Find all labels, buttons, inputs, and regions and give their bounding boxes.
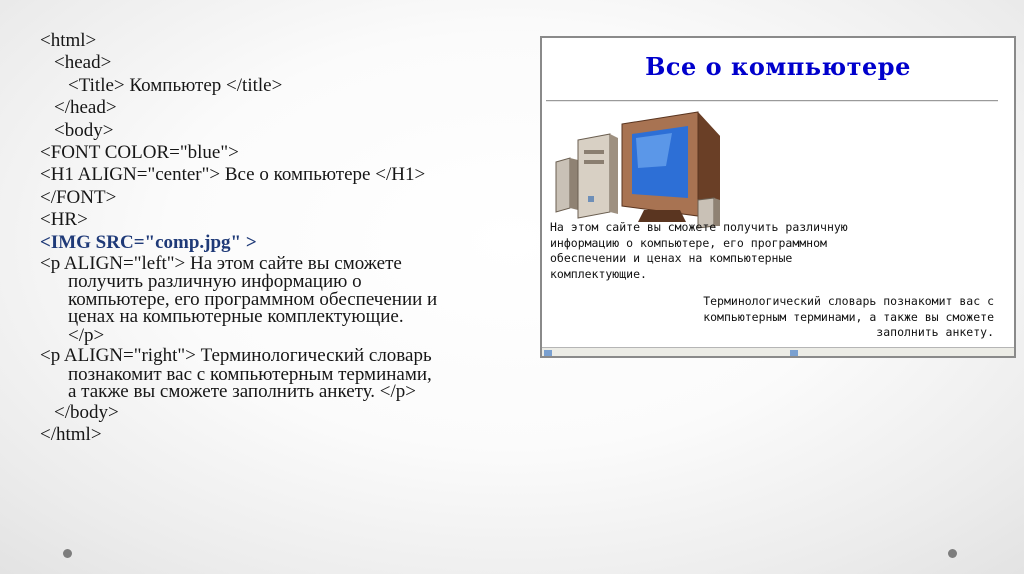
code-line: познакомит вас с компьютерным терминами, [68,363,432,385]
code-line: <H1 ALIGN="center"> Все о компьютере </H1> [40,164,426,186]
code-line: <body> [54,119,114,141]
code-line: <html> [40,30,97,51]
code-line: </html> [40,423,102,445]
preview-heading: Все о компьютере [645,52,911,81]
code-line: компьютере, его программном обеспечении и [68,288,438,310]
computer-illustration [548,106,734,230]
preview-paragraph-right [574,294,994,341]
code-line: получить различную информацию о [68,271,362,293]
code-line: <head> [54,52,112,74]
code-line: <FONT COLOR="blue"> [40,142,239,164]
preview-text-line: информацию о компьютере, его программном [550,235,827,250]
preview-paragraph-left [550,220,990,282]
code-line: <p ALIGN="left"> На этом сайте вы сможете [40,253,402,275]
code-paragraph-left [40,254,530,346]
browser-preview-screenshot [540,36,1016,358]
preview-text-line: На этом сайте вы сможете получить различную [550,220,848,234]
code-line: <p ALIGN="right"> Терминологический словарь [40,344,432,366]
slide-corner-dot-left [63,549,72,558]
code-line: а также вы сможете заполнить анкету. </p> [68,381,417,403]
preview-text-line: комплектующие. [550,266,647,281]
code-line: </p> [68,324,105,346]
status-zone-icon [790,350,798,356]
browser-status-bar [542,347,1014,356]
code-paragraph-right [40,346,530,401]
preview-text-line: обеспечении и ценах на компьютерные [550,251,793,265]
preview-text-line: Терминологический словарь познакомит вас с [703,294,994,308]
code-line-img-tag: <IMG SRC="comp.jpg" > [40,231,257,253]
code-line: ценах на компьютерные комплектующие. [68,306,404,328]
preview-horizontal-rule [546,100,998,102]
code-line: <HR> [40,209,88,231]
code-line: </head> [54,97,117,119]
slide-corner-dot-right [948,549,957,558]
code-line: </FONT> [40,186,117,208]
preview-text-line: заполнить анкету. [876,325,994,339]
preview-text-line: компьютерным терминами, а также вы сможете [703,309,994,324]
code-line: </body> [54,401,119,423]
status-page-icon [544,350,552,356]
code-line: <Title> Компьютер </title> [68,74,283,96]
html-source-listing [40,30,530,446]
